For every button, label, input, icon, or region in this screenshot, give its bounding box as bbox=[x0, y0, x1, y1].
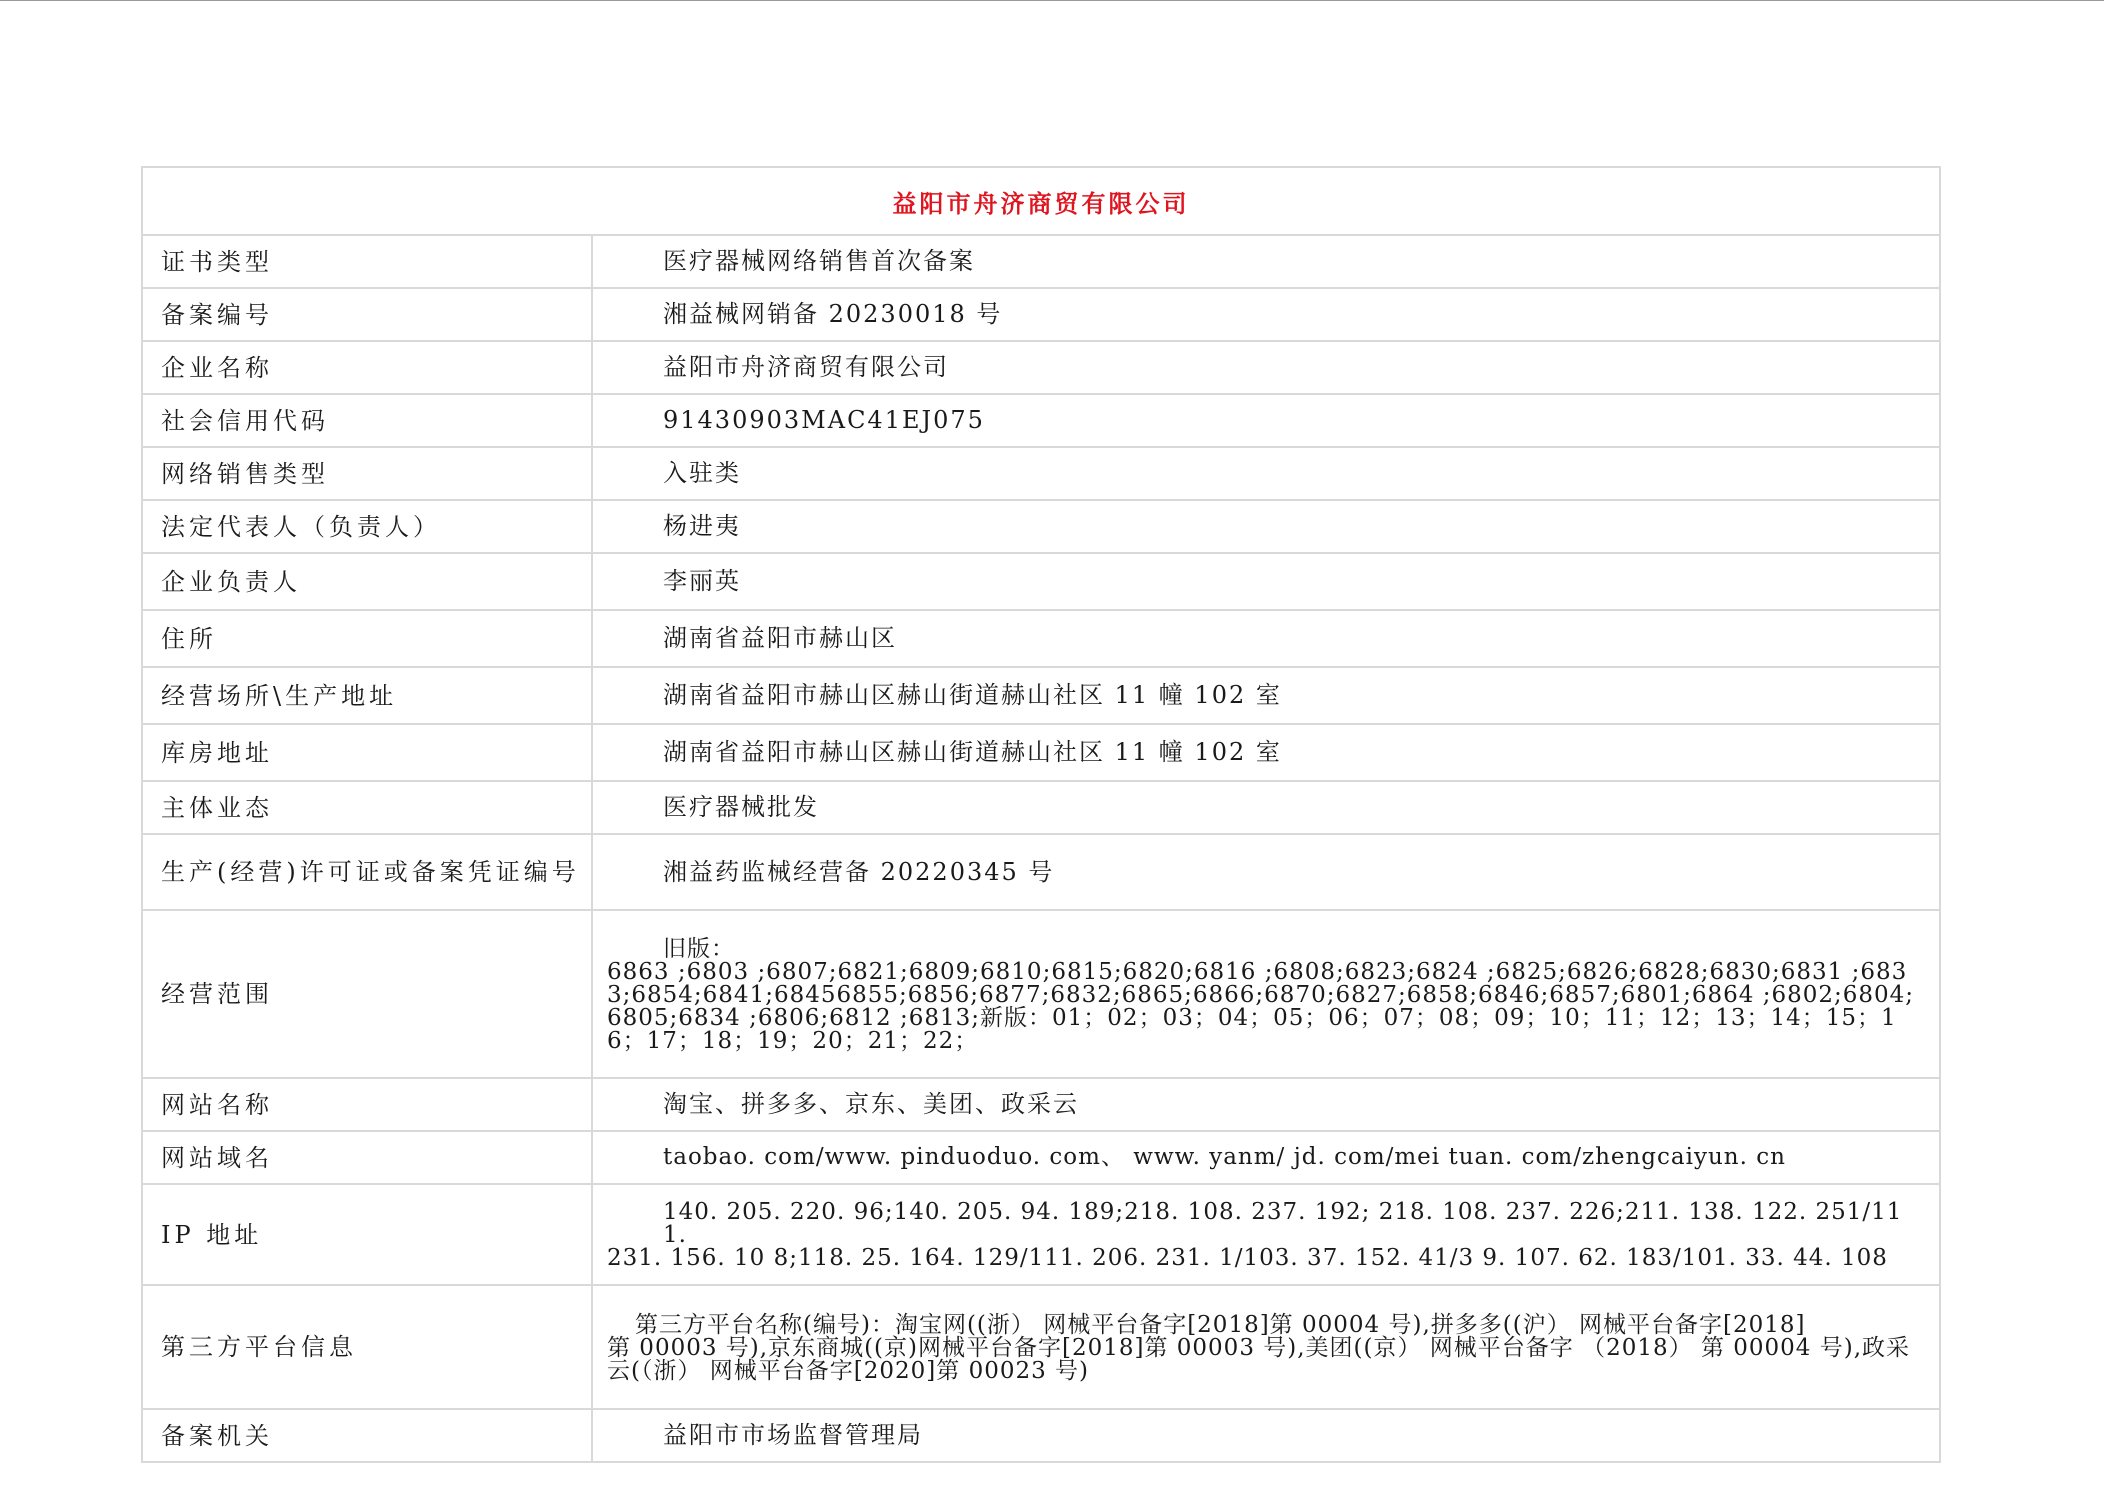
table-row bbox=[142, 1131, 1940, 1184]
row-value bbox=[592, 667, 1940, 724]
row-label: 社会信用代码 bbox=[142, 394, 592, 447]
row-value bbox=[592, 288, 1940, 341]
row-label: 主体业态 bbox=[142, 781, 592, 834]
table-row bbox=[142, 834, 1940, 910]
ip-address-second-line: 231. 156. 10 8;118. 25. 164. 129/111. 206. 231. 1/103. 37. 152. 41/3 9. 107. 62. 183/101. 33. 44. 108 bbox=[607, 1245, 1888, 1271]
page-top-border bbox=[0, 0, 2104, 1]
license-number-value: 湘益药监械经营备 20220345 号 bbox=[663, 857, 1055, 886]
business-form-value: 医疗器械批发 bbox=[663, 793, 819, 821]
row-label: 经营范围 bbox=[142, 910, 592, 1078]
row-label: 库房地址 bbox=[142, 724, 592, 781]
row-value bbox=[592, 724, 1940, 781]
domicile-value: 湖南省益阳市赫山区 bbox=[663, 624, 897, 652]
filing-authority-value: 益阳市市场监督管理局 bbox=[663, 1421, 923, 1449]
row-value bbox=[592, 1285, 1940, 1409]
row-value bbox=[592, 500, 1940, 553]
row-label: 证书类型 bbox=[142, 235, 592, 288]
platform-info-first-line: 第三方平台名称(编号)：淘宝网((浙） 网械平台备字[2018]第 00004 号),拼多多((沪） 网械平台备字[2018] bbox=[635, 1311, 1806, 1338]
row-label: 网站域名 bbox=[142, 1131, 592, 1184]
row-label: 网站名称 bbox=[142, 1078, 592, 1131]
table-row bbox=[142, 500, 1940, 553]
row-label: IP 地址 bbox=[142, 1184, 592, 1285]
business-scope-codes: 6863 ;6803 ;6807;6821;6809;6810;6815;6820;6816 ;6808;6823;6824 ;6825;6826;6828;6830;6831 ;6833;6854;6841;68456855;6856;6877;6832;6865;6866;6870;6827;6858;6846;6857;6801;6864 ;6802;6804;6805;6834 ;6806;6812 ;6813;新版：01；02；03；04；05；06；07；08；09；10；11；12；13；14；15；16；17；18；19；20；21；22； bbox=[607, 958, 1915, 1054]
table-row bbox=[142, 553, 1940, 610]
business-address-value: 湖南省益阳市赫山区赫山街道赫山社区 11 幢 102 室 bbox=[663, 681, 1282, 709]
row-label: 法定代表人（负责人） bbox=[142, 500, 592, 553]
table-row bbox=[142, 1184, 1940, 1285]
row-label: 企业负责人 bbox=[142, 553, 592, 610]
website-name-value: 淘宝、拼多多、京东、美团、政采云 bbox=[663, 1090, 1079, 1118]
table-row bbox=[142, 910, 1940, 1078]
filing-number-value: 湘益械网销备 20230018 号 bbox=[663, 300, 1003, 328]
legal-rep-value: 杨进夷 bbox=[663, 512, 741, 540]
company-head-value: 李丽英 bbox=[663, 567, 741, 595]
table-row bbox=[142, 288, 1940, 341]
row-label: 经营场所\生产地址 bbox=[142, 667, 592, 724]
warehouse-address-value: 湖南省益阳市赫山区赫山街道赫山社区 11 幢 102 室 bbox=[663, 738, 1282, 766]
table-row bbox=[142, 1078, 1940, 1131]
table-row bbox=[142, 667, 1940, 724]
table-row bbox=[142, 394, 1940, 447]
table-row bbox=[142, 341, 1940, 394]
row-value bbox=[592, 1409, 1940, 1462]
table-row bbox=[142, 610, 1940, 667]
table-row bbox=[142, 1285, 1940, 1409]
row-value bbox=[592, 1078, 1940, 1131]
row-value bbox=[592, 1184, 1940, 1285]
business-scope-first-line: 旧版： bbox=[663, 935, 735, 962]
row-label: 备案编号 bbox=[142, 288, 592, 341]
row-value bbox=[592, 553, 1940, 610]
platform-info-rest: 第 00003 号),京东商城((京)网械平台备字[2018]第 00003 号),美团((京） 网械平台备字 （2018） 第 00004 号),政采云(（浙） 网械平台备字[2020]第 00023 号) bbox=[607, 1334, 1911, 1384]
row-label: 企业名称 bbox=[142, 341, 592, 394]
table-row bbox=[142, 447, 1940, 500]
ip-address-first-line: 140. 205. 220. 96;140. 205. 94. 189;218. 108. 237. 192; 218. 108. 237. 226;211. 138. 122. 251/111. bbox=[663, 1199, 1903, 1248]
credit-code-value: 91430903MAC41EJ075 bbox=[663, 406, 985, 434]
table-row bbox=[142, 724, 1940, 781]
row-label: 网络销售类型 bbox=[142, 447, 592, 500]
certificate-type-value: 医疗器械网络销售首次备案 bbox=[663, 247, 975, 275]
row-value bbox=[592, 447, 1940, 500]
row-value bbox=[592, 834, 1940, 910]
filing-record-table bbox=[141, 166, 1941, 1463]
row-value bbox=[592, 781, 1940, 834]
row-value bbox=[592, 235, 1940, 288]
table-row bbox=[142, 235, 1940, 288]
row-value bbox=[592, 610, 1940, 667]
row-label: 备案机关 bbox=[142, 1409, 592, 1462]
row-value bbox=[592, 394, 1940, 447]
row-label: 生产(经营)许可证或备案凭证编号 bbox=[142, 834, 592, 910]
row-value bbox=[592, 910, 1940, 1078]
table-row bbox=[142, 781, 1940, 834]
sales-type-value: 入驻类 bbox=[663, 459, 741, 487]
table-row bbox=[142, 1409, 1940, 1462]
row-value bbox=[592, 341, 1940, 394]
company-title: 益阳市舟济商贸有限公司 bbox=[142, 167, 1940, 235]
website-domain-value: taobao. com/www. pinduoduo. com、 www. yanm/ jd. com/mei tuan. com/zhengcaiyun. cn bbox=[663, 1144, 1786, 1170]
row-label: 第三方平台信息 bbox=[142, 1285, 592, 1409]
company-name-value: 益阳市舟济商贸有限公司 bbox=[663, 353, 949, 381]
title-row bbox=[142, 167, 1940, 235]
row-label: 住所 bbox=[142, 610, 592, 667]
row-value bbox=[592, 1131, 1940, 1184]
